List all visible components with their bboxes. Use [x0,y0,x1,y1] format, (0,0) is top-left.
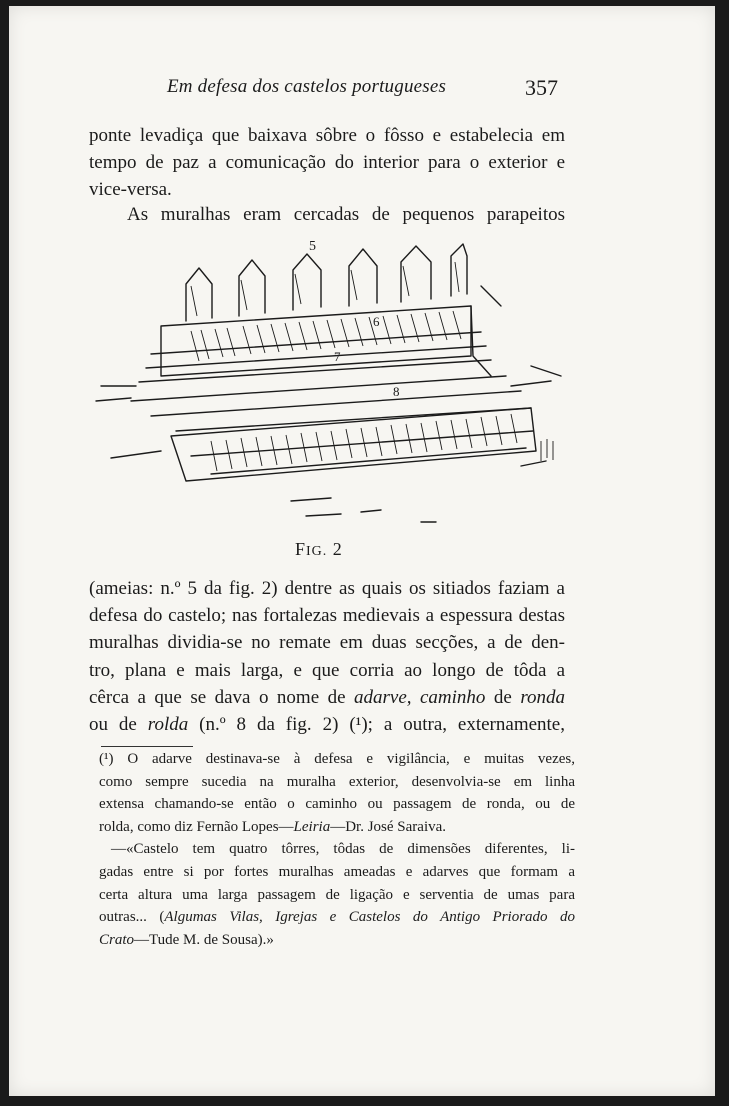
footnote-line [99,929,575,952]
caption-prefix: F [295,539,307,559]
paragraph-3 [89,575,565,738]
caption-smallcaps: IG. [306,544,328,559]
footnote-rule [101,746,193,747]
text-run: de [485,686,521,708]
figure-battlements-illustration [91,236,571,536]
running-head [9,72,715,102]
footnote-1 [99,748,575,838]
text-run: ou de [89,714,148,736]
footnote-line: (¹) O adarve destinava-se à defesa e vigilância, e muitas vezes, [99,751,575,767]
text-run: rolda, como diz Fernão Lopes— [99,818,294,835]
italic-run: Leiria [293,818,331,835]
text-run: —Tude M. de Sousa).» [134,931,274,948]
italic-run: Crato [99,931,135,948]
text-run: cêrca a que se dava o nome de [89,686,355,708]
footnotes [99,748,575,951]
footnote-line [99,816,575,839]
page-number: 357 [525,75,558,100]
footnote-line: extensa chamando-se então o caminho ou passagem de ronda, ou de [99,796,575,813]
footnote-line: gadas entre si por fortes muralhas ameadas e adarves que formam a [99,863,575,880]
text-line: muralhas dividia-se no remate em duas secções, a de den- [89,632,565,654]
footnote-line [99,906,575,929]
text-line: As muralhas eram cercadas de pequenos parapeitos [127,204,565,225]
figure-label-8: 8 [393,384,400,399]
italic-run: adarve, caminho [354,686,486,708]
text-line: tempo de paz a comunicação do interior para o exterior e [89,152,565,174]
text-line [89,684,565,711]
caption-number: 2 [327,539,343,559]
italic-run: Algumas Vilas, Igrejas e Castelos do Antigo Priorado do [164,909,575,926]
text-line: (ameias: n.º 5 da fig. 2) dentre as quais os sitiados faziam a [89,578,565,599]
italic-run: rolda [147,714,189,736]
running-title: Em defesa dos castelos portugueses [167,76,447,97]
text-line: tro, plana e mais larga, e que corria ao longo de tôda a [89,659,565,681]
text-run: (n.º 8 da fig. 2) (¹); a outra, externamente, [188,714,565,736]
footnote-line: —«Castelo tem quatro tôrres, tôdas de dimensões diferentes, li- [111,841,575,858]
figure-label-7: 7 [334,349,341,364]
text-run: outras... ( [99,909,165,926]
footnote-line: certa altura uma larga passagem de ligação e serventia de umas para [99,886,575,903]
paragraph-1 [89,122,565,204]
text-line [89,711,565,738]
footnote-line: como sempre sucedia na muralha exterior, desenvolvia-se em linha [99,773,575,790]
text-line: defesa do castelo; nas fortalezas medievais a espessura destas [89,605,565,627]
text-line: ponte levadiça que baixava sôbre o fôsso e estabelecia em [89,125,565,146]
figure-label-6: 6 [373,314,380,329]
footnote-2 [99,838,575,861]
footnote-2-cont [99,861,575,951]
figure-caption [295,539,343,560]
book-page [9,6,715,1096]
paragraph-2 [127,201,565,228]
figure-label-5: 5 [309,239,316,254]
italic-run: ronda [520,686,566,708]
text-run: —Dr. José Saraiva. [330,818,447,835]
text-line: vice-versa. [89,179,172,201]
